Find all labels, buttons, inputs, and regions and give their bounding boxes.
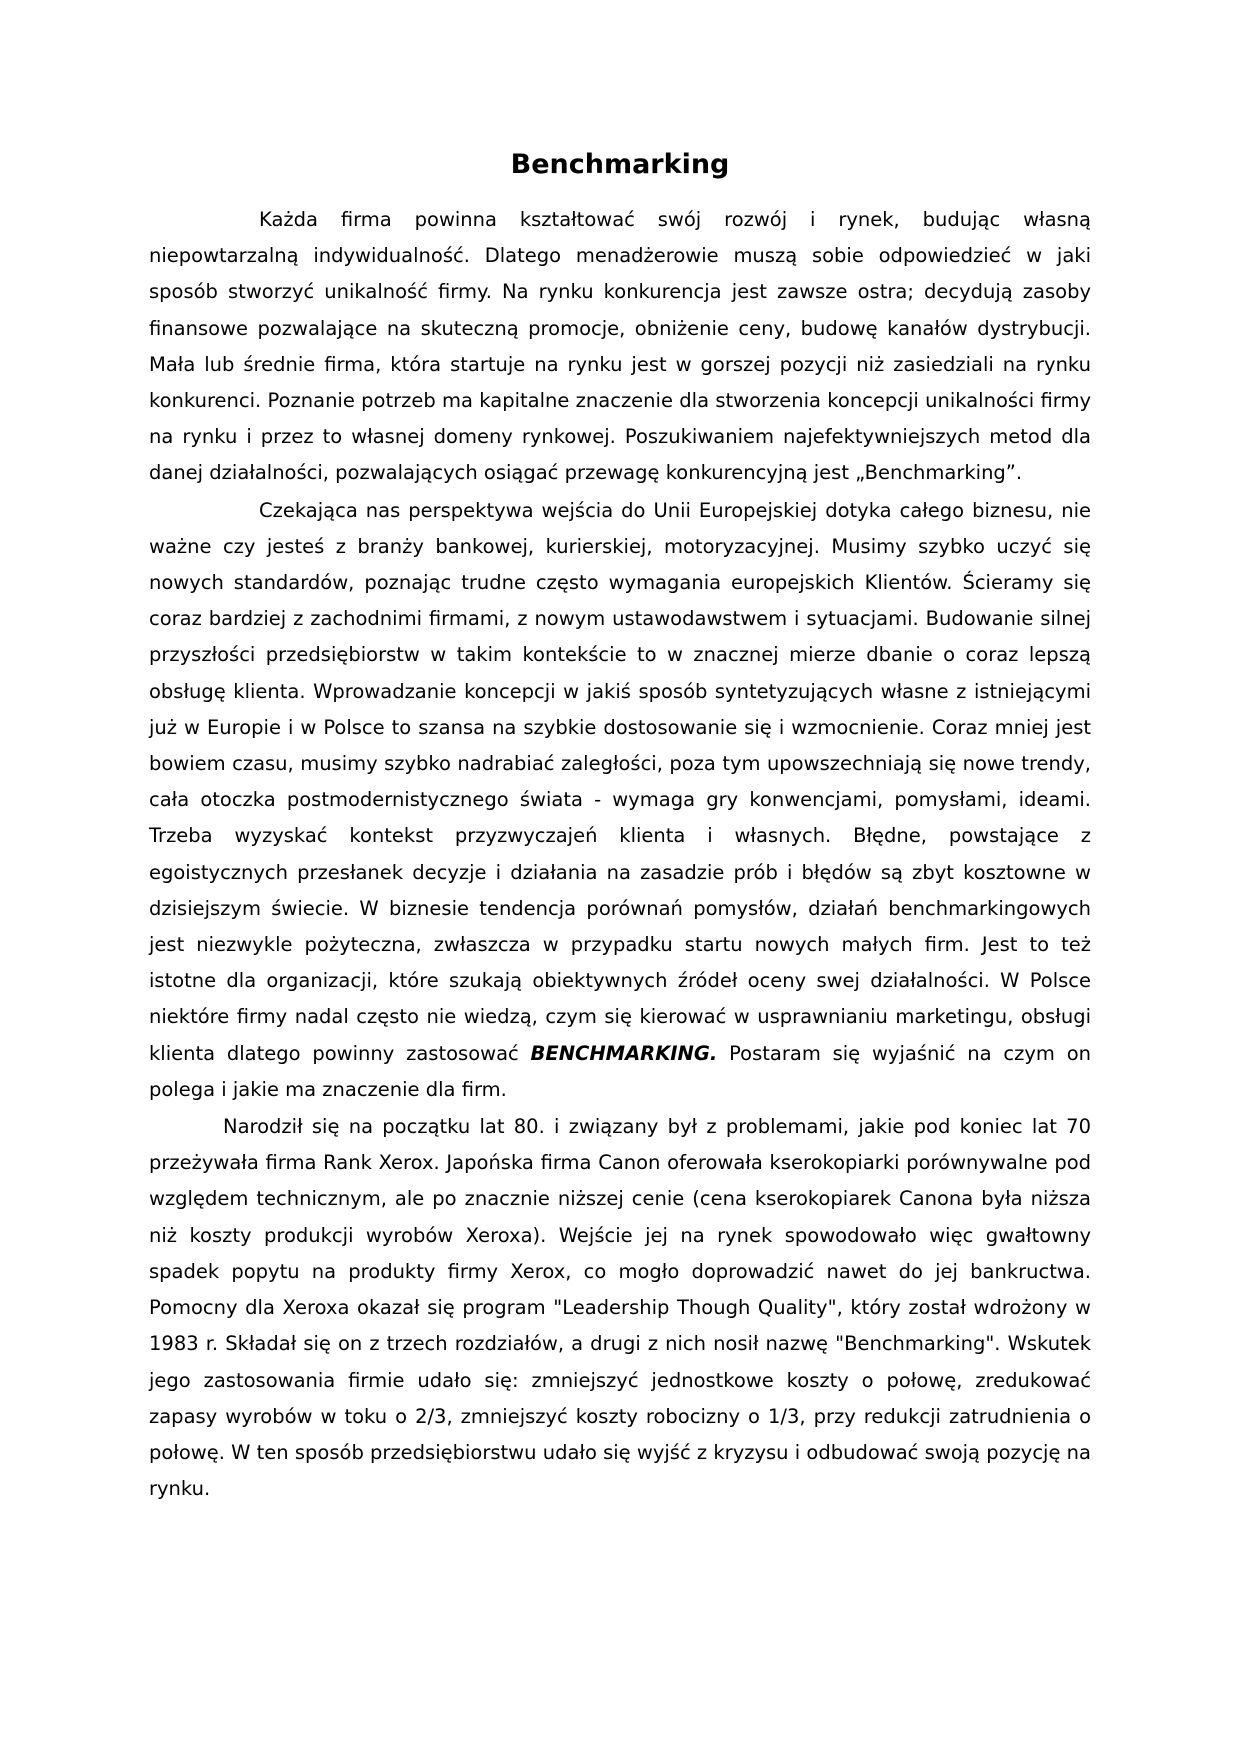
paragraph-history: Narodził się na początku lat 80. i związany był z problemami, jakie pod koniec lat 70 przeżywała firma Rank Xerox. Japońska firma Canon oferowała kserokopiarki porównywalne pod względem technicznym, ale po znacznie niższej cenie (cena kserokopiarek Canona była niższa niż koszty produkcji wyrobów Xeroxa). Wejście jej na rynek spowodowało więc gwałtowny spadek popytu na produkty firmy Xerox, co mogło doprowadzić nawet do jej bankructwa. Pomocny dla Xeroxa okazał się program "Leadership Though Quality", który został wdrożony w 1983 r. Składał się on z trzech rozdziałów, a drugi z nich nosił nazwę "Benchmarking". Wskutek jego zastosowania firmie udało się: zmniejszyć jednostkowe koszty o połowę, zredukować zapasy wyrobów w toku o 2/3, zmniejszyć koszty robocizny o 1/3, przy redukcji zatrudnienia o połowę. W ten sposób przedsiębiorstwu udało się wyjść z kryzysu i odbudować swoją pozycję na rynku. [149, 1115, 1091, 1501]
paragraph-europe-ending: Postaram się wyjaśnić na czym on polega i jakie ma znaczenie dla firm. [149, 1041, 1091, 1101]
paragraph-europe [149, 493, 1091, 1108]
document-title: Benchmarking [510, 149, 730, 180]
benchmarking-emphasis: BENCHMARKING. [530, 1041, 718, 1065]
paragraph-intro: Każda firma powinna kształtować swój rozwój i rynek, budując własną niepowtarzalną indywidualność. Dlatego menadżerowie muszą sobie odpowiedzieć w jaki sposób stworzyć unikalność firmy. Na rynku konkurencja jest zawsze ostra; decydują zasoby finansowe pozwalające na skuteczną promocje, obniżenie ceny, budowę kanałów dystrybucji. Mała lub średnie firma, która startuje na rynku jest w gorszej pozycji niż zasiedziali na rynku konkurenci. Poznanie potrzeb ma kapitalne znaczenie dla stworzenia koncepcji unikalności firmy na rynku i przez to własnej domeny rynkowej. Poszukiwaniem najefektywniejszych metod dla danej działalności, pozwalających osiągać przewagę konkurencyjną jest „Benchmarking”. [149, 208, 1091, 485]
paragraph-europe-text: Czekająca nas perspektywa wejścia do Unii Europejskiej dotyka całego biznesu, nie ważne czy jesteś z branży bankowej, kurierskiej, motoryzacyjnej. Musimy szybko uczyć się nowych standardów, poznając trudne często wymagania europejskich Klientów. Ścieramy się coraz bardziej z zachodnimi firmami, z nowym ustawodawstwem i sytuacjami. Budowanie silnej przyszłości przedsiębiorstw w takim kontekście to w znacznej mierze dbanie o coraz lepszą obsługę klienta. Wprowadzanie koncepcji w jakiś sposób syntetyzujących własne z istniejącymi już w Europie i w Polsce to szansa na szybkie dostosowanie się i wzmocnienie. Coraz mniej jest bowiem czasu, musimy szybko nadrabiać zaległości, poza tym upowszechniają się nowe trendy, cała otoczka postmodernistycznego świata - wymaga gry konwencjami, pomysłami, ideami. Trzeba wyzyskać kontekst przyzwyczajeń klienta i własnych. Błędne, powstające z egoistycznych przesłanek decyzje i działania na zasadzie prób i błędów są zbyt kosztowne w dzisiejszym świecie. W biznesie tendencja porównań pomysłów, działań benchmarkingowych jest niezwykle pożyteczna, zwłaszcza w przypadku startu nowych małych firm. Jest to też istotne dla organizacji, które szukają obiektywnych źródeł oceny swej działalności. W Polsce niektóre firmy nadal często nie wiedzą, czym się kierować w usprawnianiu marketingu, obsługi klienta dlatego powinny zastosować [149, 498, 1091, 1065]
document-page [149, 140, 1091, 1507]
